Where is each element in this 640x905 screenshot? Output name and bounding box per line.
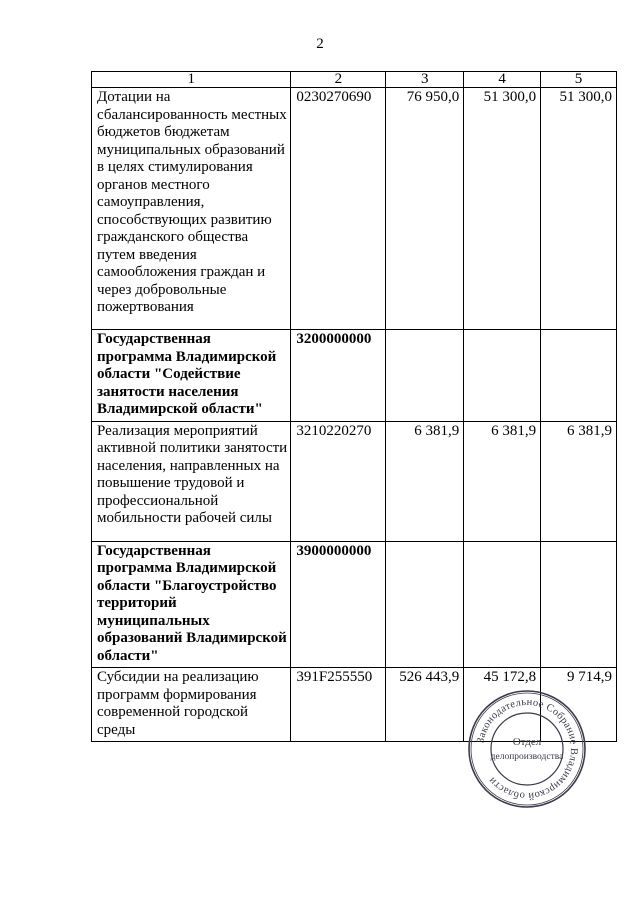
row-value-col3: 76 950,0 [386,88,464,330]
stamp-ring-text: Законодательное Собрание Владимирской области [475,696,580,802]
row-value-col4 [464,541,541,668]
table-row [92,330,617,422]
row-value-col4 [464,330,541,422]
table-row [92,541,617,668]
row-code: 3210220270 [291,421,386,541]
page-number: 2 [316,36,324,52]
table-row [92,88,617,330]
budget-table [91,71,617,742]
row-value-col3: 6 381,9 [386,421,464,541]
row-value-col3: 526 443,9 [386,668,464,742]
table-header-row [92,72,617,88]
row-value-col5 [541,541,617,668]
row-code: 3200000000 [291,330,386,422]
stamp-center-line2: делопроизводства [490,752,564,762]
row-name: Реализация мероприятий активной политики занятости населения, направленных на повышение трудовой и профессиональной мобильности рабочей силы [92,421,291,541]
row-name: Государственная программа Владимирской области "Содействие занятости населения Владимирской области" [92,330,291,422]
stamp-seal-icon [466,688,588,810]
row-name: Государственная программа Владимирской области "Благоустройство территорий муниципальных образований Владимирской области" [92,541,291,668]
row-value-col3 [386,541,464,668]
column-header-2: 2 [291,72,386,88]
row-code: 3900000000 [291,541,386,668]
row-value-col4: 6 381,9 [464,421,541,541]
row-value-col5: 51 300,0 [541,88,617,330]
column-header-1: 1 [92,72,291,88]
office-stamp [466,688,588,810]
stamp-center-line1: Отдел [512,736,542,748]
row-value-col5 [541,330,617,422]
row-value-col4: 51 300,0 [464,88,541,330]
row-value-col4: 45 172,8 [464,668,541,742]
row-code: 391F255550 [291,668,386,742]
row-value-col5: 6 381,9 [541,421,617,541]
column-header-3: 3 [386,72,464,88]
column-header-5: 5 [541,72,617,88]
row-name: Субсидии на реализацию программ формирования современной городской среды [92,668,291,742]
column-header-4: 4 [464,72,541,88]
table-row [92,421,617,541]
row-value-col3 [386,330,464,422]
row-name: Дотации на сбалансированность местных бюджетов бюджетам муниципальных образований в целях стимулирования органов местного самоуправления, способствующих развитию гражданского общества путем введения самообложения граждан и через добровольные пожертвования [92,88,291,330]
row-value-col5: 9 714,9 [541,668,617,742]
row-code: 0230270690 [291,88,386,330]
